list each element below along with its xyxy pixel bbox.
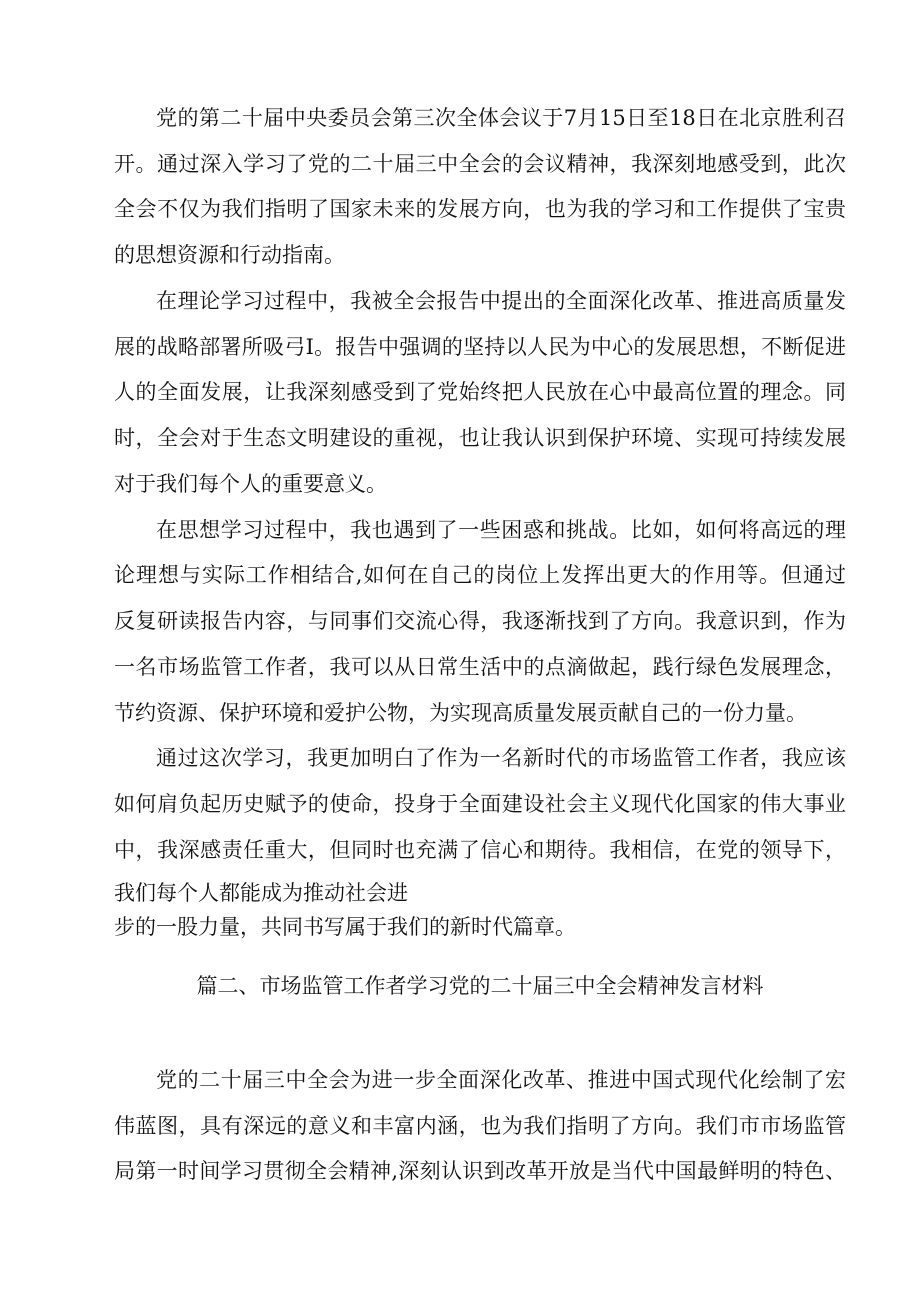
- paragraph-2-line-1: 在理论学习过程中，我被全会报告中提出的全面深化改革、推进高质量发: [156, 289, 846, 313]
- section-paragraph-line-2: 伟蓝图，具有深远的意义和丰富内涵，也为我们指明了方向。我们市市场监管: [114, 1114, 846, 1138]
- paragraph-4-line-1: 通过这次学习，我更加明白了作为一名新时代的市场监管工作者，我应该: [156, 746, 846, 770]
- paragraph-1-line-1: 党的第二十届中央委员会第三次全体会议于7月15日至18日在北京胜利召: [156, 106, 846, 130]
- paragraph-3-line-5: 节约资源、保护环境和爱护公物，为实现高质量发展贡献自己的一份力量。: [114, 701, 807, 725]
- paragraph-3-line-4: 一名市场监管工作者，我可以从日常生活中的点滴做起，践行绿色发展理念，: [114, 655, 846, 679]
- paragraph-1-line-3: 全会不仅为我们指明了国家未来的发展方向，也为我的学习和工作提供了宝贵: [114, 197, 846, 221]
- paragraph-4-line-4: 我们每个人都能成为推动社会进: [114, 881, 408, 905]
- paragraph-4-line-2: 如何肩负起历史赋予的使命，投身于全面建设社会主义现代化国家的伟大事业: [114, 792, 846, 816]
- paragraph-3-line-2: 论理想与实际工作相结合,如何在自己的岗位上发挥出更大的作用等。但通过: [114, 563, 846, 587]
- section-heading: 篇二、市场监管工作者学习党的二十届三中全会精神发言材料: [196, 974, 764, 998]
- paragraph-1-line-2: 开。通过深入学习了党的二十届三中全会的会议精神，我深刻地感受到，此次: [114, 152, 846, 176]
- paragraph-2-line-3: 人的全面发展，让我深刻感受到了党始终把人民放在心中最高位置的理念。同: [114, 380, 846, 404]
- section-paragraph-line-1: 党的二十届三中全会为进一步全面深化改革、推进中国式现代化绘制了宏: [156, 1068, 846, 1092]
- paragraph-3-line-1: 在思想学习过程中，我也遇到了一些困惑和挑战。比如，如何将高远的理: [156, 518, 846, 542]
- paragraph-2-line-2: 展的战略部署所吸弓I。报告中强调的坚持以人民为中心的发展思想，不断促进: [114, 335, 846, 359]
- paragraph-1-line-4: 的思想资源和行动指南。: [114, 243, 345, 267]
- paragraph-2-line-5: 对于我们每个人的重要意义。: [114, 472, 387, 496]
- section-paragraph-line-3: 局第一时间学习贯彻全会精神,深刻认识到改革开放是当代中国最鲜明的特色、: [114, 1159, 846, 1183]
- paragraph-4-line-5: 步的一股力量，共同书写属于我们的新时代篇章。: [114, 915, 576, 939]
- paragraph-4-line-3: 中，我深感责任重大，但同时也充满了信心和期待。我相信，在党的领导下，: [114, 838, 846, 862]
- paragraph-2-line-4: 时，全会对于生态文明建设的重视，也让我认识到保护环境、实现可持续发展: [114, 426, 846, 450]
- paragraph-3-line-3: 反复研读报告内容，与同事们交流心得，我逐渐找到了方向。我意识到，作为: [114, 609, 846, 633]
